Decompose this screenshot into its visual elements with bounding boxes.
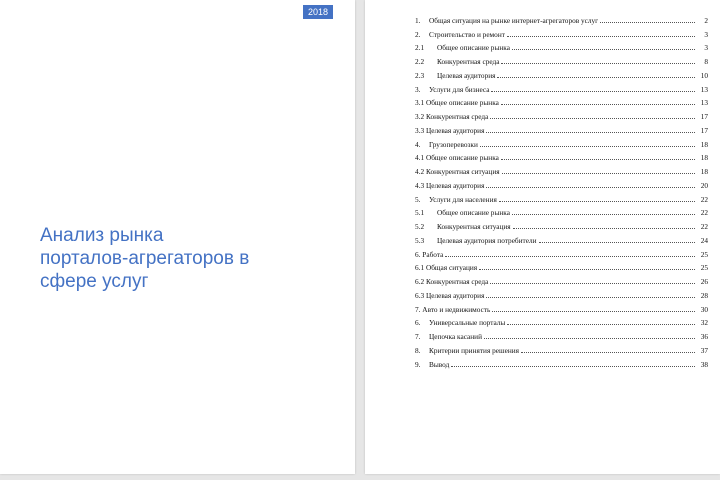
toc-entry[interactable] [415,52,708,66]
toc-entry-page: 18 [700,139,708,149]
toc-entry[interactable] [415,217,708,231]
toc-dot-leader [492,311,695,312]
toc-entry[interactable] [415,231,708,245]
toc-entry-number: 2.2 [415,57,425,66]
toc-entry-page: 36 [700,332,708,341]
toc-entry-page: 3 [704,43,708,53]
toc-entry-number: 4. [415,139,421,149]
toc-entry-title: Строительство и ремонт [429,29,505,39]
toc-entry-title: Целевая аудитория [437,70,496,80]
toc-entry-title: 3.1 Общее описание рынка [415,98,499,108]
toc-entry[interactable] [415,341,708,355]
toc-entry-page: 3 [704,29,708,39]
toc-entry-title: Грузоперевозки [429,139,478,149]
toc-entry[interactable] [415,300,708,314]
toc-entry-page: 37 [700,345,708,355]
toc-entry-page: 18 [700,167,708,176]
toc-entry[interactable] [415,259,708,273]
toc-entry-title: 7. Авто и недвижимость [415,304,491,314]
toc-entry-page: 22 [700,194,708,204]
cover-title-line: Анализ рынка [40,225,164,246]
toc-dot-leader [490,118,695,119]
toc-dot-leader [491,91,695,92]
toc-entry-number: 7. [415,332,421,341]
toc-entry-number: 5.1 [415,208,425,218]
toc-entry-title: Общее описание рынка [437,43,510,53]
cover-page [0,0,355,474]
toc-entry-title: Универсальные порталы [429,318,506,328]
toc-dot-leader [484,338,695,339]
toc-entry[interactable] [415,327,708,341]
toc-entry-page: 20 [700,180,708,190]
year-badge: 2018 [303,5,333,19]
toc-dot-leader [501,104,695,105]
toc-dot-leader [486,297,695,298]
toc-entry[interactable] [415,162,708,176]
toc-entry-title: Конкурентная ситуация [437,222,511,231]
toc-entry[interactable] [415,80,708,94]
cover-title-line: сфере услуг [40,271,149,292]
cover-title-line: порталов-агрегаторов в [40,248,250,269]
toc-entry-title: Критерии принятия решения [429,345,520,355]
toc-entry-page: 8 [704,57,708,66]
toc-dot-leader [512,49,695,50]
toc-dot-leader [445,256,695,257]
toc-entry-number: 2.1 [415,43,425,53]
toc-entry-page: 28 [700,290,708,300]
toc-entry[interactable] [415,107,708,121]
toc-entry-page: 17 [700,112,708,121]
toc-dot-leader [512,214,695,215]
toc-entry[interactable] [415,39,708,53]
toc-entry-page: 22 [700,208,708,218]
toc-dot-leader [539,242,695,243]
toc-entry-number: 9. [415,359,421,369]
toc-entry[interactable] [415,204,708,218]
toc-entry-page: 22 [700,222,708,231]
toc-entry-page: 25 [700,249,708,259]
toc-entry-page: 24 [700,235,708,245]
toc-entry-number: 1. [415,15,421,25]
toc-dot-leader [497,77,695,78]
toc-entry[interactable] [415,176,708,190]
toc-entry[interactable] [415,286,708,300]
table-of-contents [415,11,708,369]
toc-dot-leader [502,173,695,174]
toc-entry-page: 13 [700,84,708,94]
toc-entry-page: 26 [700,277,708,286]
toc-entry-title: Вывод [429,359,450,369]
toc-entry[interactable] [415,245,708,259]
toc-entry-title: 4.2 Конкурентная ситуация [415,167,500,176]
toc-entry[interactable] [415,25,708,39]
toc-entry-number: 8. [415,345,421,355]
toc-entry-title: Услуги для населения [429,194,497,204]
toc-entry[interactable] [415,149,708,163]
toc-entry-number: 5.2 [415,222,425,231]
toc-entry-title: Услуги для бизнеса [429,84,490,94]
toc-dot-leader [490,283,695,284]
toc-dot-leader [501,63,695,64]
toc-entry[interactable] [415,355,708,369]
toc-entry-title: 6.3 Целевая аудитория [415,290,485,300]
toc-dot-leader [486,132,695,133]
toc-dot-leader [501,159,695,160]
toc-entry-page: 30 [700,304,708,314]
toc-entry-title: 6.2 Конкурентная среда [415,277,489,286]
toc-entry-number: 2. [415,29,421,39]
toc-dot-leader [451,366,695,367]
toc-entry-title: 3.3 Целевая аудитория [415,125,485,135]
toc-entry-page: 32 [700,318,708,328]
toc-entry-page: 17 [700,125,708,135]
toc-entry[interactable] [415,314,708,328]
toc-entry-number: 5.3 [415,235,425,245]
toc-entry-title: 6.1 Общая ситуация [415,263,478,273]
toc-entry-page: 13 [700,98,708,108]
toc-entry-title: Конкурентная среда [437,57,500,66]
toc-entry[interactable] [415,135,708,149]
toc-dot-leader [521,352,695,353]
toc-entry[interactable] [415,272,708,286]
toc-entry[interactable] [415,66,708,80]
toc-entry-title: 3.2 Конкурентная среда [415,112,489,121]
toc-entry[interactable] [415,121,708,135]
toc-entry[interactable] [415,94,708,108]
toc-entry-page: 25 [700,263,708,273]
toc-dot-leader [507,36,695,37]
toc-dot-leader [486,187,695,188]
toc-entry-title: 4.3 Целевая аудитория [415,180,485,190]
toc-entry-title: Целевая аудитория потребители [437,235,537,245]
toc-entry-title: 6. Работа [415,249,444,259]
toc-entry-page: 18 [700,153,708,163]
toc-entry-title: Общее описание рынка [437,208,510,218]
toc-dot-leader [480,146,695,147]
toc-entry-number: 6. [415,318,421,328]
toc-entry-title: Общая ситуация на рынке интернет-агрегаторов услуг [429,15,599,25]
toc-entry-title: 4.1 Общее описание рынка [415,153,499,163]
toc-entry-number: 2.3 [415,70,425,80]
toc-entry-number: 5. [415,194,421,204]
toc-entry-title: Цепочка касаний [429,332,482,341]
cover-title [40,224,249,293]
toc-dot-leader [513,228,695,229]
toc-entry-number: 3. [415,84,421,94]
toc-entry-page: 2 [704,15,708,25]
toc-entry[interactable] [415,11,708,25]
toc-entry-page: 38 [700,359,708,369]
toc-dot-leader [600,22,695,23]
toc-entry[interactable] [415,190,708,204]
toc-dot-leader [499,201,695,202]
toc-dot-leader [507,324,695,325]
toc-dot-leader [479,269,695,270]
toc-entry-page: 10 [700,70,708,80]
